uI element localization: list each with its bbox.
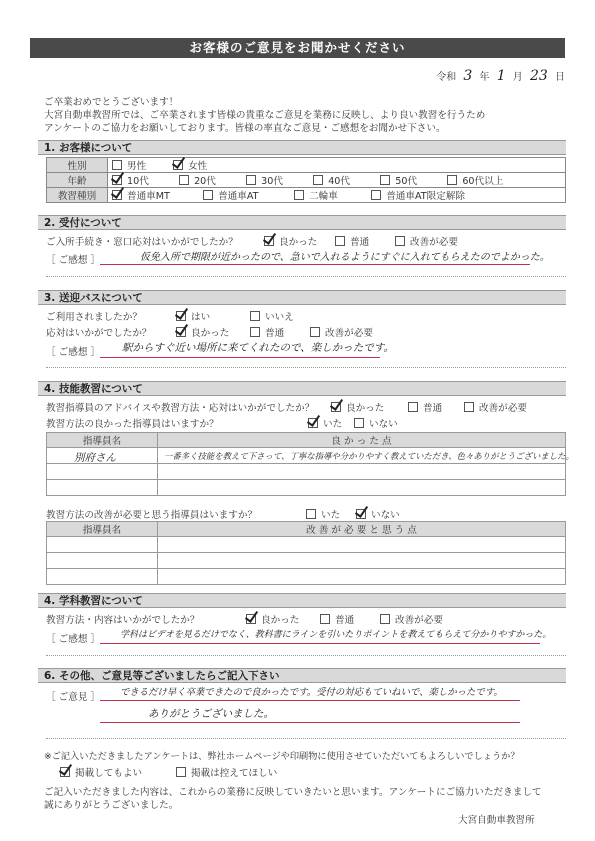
section-skill-header: 4. 技能教習について bbox=[38, 381, 566, 396]
bus-use-option[interactable]: はい bbox=[176, 309, 210, 323]
skill-improve-option[interactable]: いない bbox=[356, 507, 400, 521]
age-option[interactable]: 50代 bbox=[380, 173, 444, 187]
underline-mark bbox=[100, 643, 540, 644]
date-month-unit: 月 bbox=[512, 72, 523, 83]
checkbox-checked[interactable] bbox=[308, 418, 318, 428]
checkbox[interactable] bbox=[250, 327, 260, 337]
date-year: 3 bbox=[463, 68, 473, 84]
divider bbox=[46, 738, 566, 739]
checkbox[interactable] bbox=[380, 614, 390, 624]
table-cell[interactable] bbox=[158, 537, 566, 553]
other-comment-label: ［ ご意見 ］ bbox=[46, 692, 101, 703]
table-cell[interactable] bbox=[158, 464, 566, 480]
good-instructor-point: 一番多く技能を教えて下さって、丁寧な指導や分かりやすく教えていただき、色々ありがとうございました。 bbox=[164, 451, 574, 461]
bus-question-service: 応対はいかがでしたか？ bbox=[46, 328, 152, 339]
checkbox[interactable] bbox=[335, 236, 345, 246]
lecture-comment-label: ［ ご感想 ］ bbox=[46, 634, 101, 645]
checkbox-checked[interactable] bbox=[176, 327, 186, 337]
other-comment-line1: できるだけ早く卒業できたので良かったです。受付の対応もていねいで、楽しかったです。 bbox=[120, 687, 503, 698]
underline-mark bbox=[100, 357, 380, 358]
divider bbox=[46, 276, 566, 277]
skill-question-instructor: 教習指導員のアドバイスや教習方法・応対はいかがでしたか？ bbox=[46, 403, 315, 414]
checkbox[interactable] bbox=[380, 175, 390, 185]
intro-line: 大宮自動車教習所では、ご卒業されます皆様の貴重なご意見を業務に反映し、より良い教習を行うため bbox=[44, 110, 486, 121]
checkbox[interactable] bbox=[176, 767, 186, 777]
intro-text bbox=[44, 96, 564, 135]
reception-question: ご入所手続き・窓口応対はいかがでしたか？ bbox=[46, 237, 238, 248]
table-cell[interactable] bbox=[47, 480, 158, 496]
lecture-option[interactable]: 改善が必要 bbox=[380, 612, 443, 626]
table-cell[interactable] bbox=[158, 480, 566, 496]
checkbox[interactable] bbox=[179, 175, 189, 185]
age-option[interactable]: 40代 bbox=[313, 173, 377, 187]
checkbox-checked[interactable] bbox=[112, 190, 122, 200]
type-option[interactable]: 二輪車 bbox=[294, 188, 368, 202]
improve-table-point-head: 改 善 が 必 要 と 思 う 点 bbox=[158, 522, 566, 537]
bus-service-option[interactable]: 普通 bbox=[250, 325, 284, 339]
skill-good-option[interactable]: いない bbox=[354, 416, 398, 430]
table-cell[interactable] bbox=[47, 464, 158, 480]
bus-service-option[interactable]: 改善が必要 bbox=[310, 325, 373, 339]
section-other-header: 6. その他、ご意見等ございましたらご記入下さい bbox=[38, 668, 566, 683]
bus-comment-label: ［ ご感想 ］ bbox=[46, 347, 101, 358]
checkbox-checked[interactable] bbox=[246, 614, 256, 624]
section-customer-header: 1. お客様について bbox=[38, 140, 566, 155]
underline-mark bbox=[100, 700, 520, 701]
checkbox-checked[interactable] bbox=[264, 236, 274, 246]
closing-text bbox=[44, 786, 574, 812]
improve-instructor-table bbox=[46, 521, 566, 585]
consent-option[interactable]: 掲載は控えてほしい bbox=[176, 765, 277, 779]
closing-line: 誠にありがとうございました。 bbox=[44, 800, 179, 811]
underline-mark bbox=[100, 264, 530, 265]
checkbox[interactable] bbox=[250, 311, 260, 321]
gender-option[interactable]: 男性 bbox=[112, 158, 170, 172]
checkbox-checked[interactable] bbox=[331, 402, 341, 412]
checkbox[interactable] bbox=[306, 509, 316, 519]
checkbox[interactable] bbox=[320, 614, 330, 624]
skill-option[interactable]: 普通 bbox=[408, 400, 442, 414]
good-table-point-head: 良 か っ た 点 bbox=[158, 433, 566, 448]
consent-option[interactable]: 掲載してもよい bbox=[60, 765, 142, 779]
underline-mark bbox=[100, 722, 520, 723]
reception-option[interactable]: 改善が必要 bbox=[395, 234, 458, 248]
type-option[interactable]: 普通車AT bbox=[203, 188, 291, 202]
good-table-name-head: 指導員名 bbox=[47, 433, 158, 448]
age-option[interactable]: 20代 bbox=[179, 173, 243, 187]
checkbox[interactable] bbox=[371, 190, 381, 200]
lecture-comment: 学科はビデオを見るだけでなく、教科書にラインを引いたりポイントを教えてもらえて分かりやすかった。 bbox=[120, 630, 552, 640]
date-line bbox=[436, 68, 565, 84]
checkbox[interactable] bbox=[395, 236, 405, 246]
other-comment-line2: ありがとうございました。 bbox=[148, 708, 274, 720]
age-label: 年齢 bbox=[47, 173, 108, 188]
checkbox-checked[interactable] bbox=[176, 311, 186, 321]
age-options bbox=[108, 173, 566, 188]
checkbox[interactable] bbox=[246, 175, 256, 185]
checkbox[interactable] bbox=[203, 190, 213, 200]
date-era: 令和 bbox=[436, 72, 457, 83]
reception-option[interactable]: 良かった bbox=[264, 234, 317, 248]
age-option[interactable]: 10代 bbox=[112, 173, 176, 187]
bus-service-option[interactable]: 良かった bbox=[176, 325, 229, 339]
reception-comment-label: ［ ご感想 ］ bbox=[46, 255, 101, 266]
checkbox-checked[interactable] bbox=[112, 175, 122, 185]
reception-option[interactable]: 普通 bbox=[335, 234, 369, 248]
table-cell[interactable] bbox=[47, 537, 158, 553]
skill-question-good: 教習方法の良かった指導員はいますか？ bbox=[46, 419, 219, 430]
divider bbox=[46, 367, 566, 368]
intro-line: アンケートのご協力をお願いしております。皆様の率直なご意見・ご感想をお聞かせ下さい。 bbox=[44, 123, 446, 134]
divider bbox=[46, 655, 566, 656]
checkbox[interactable] bbox=[294, 190, 304, 200]
checkbox[interactable] bbox=[354, 418, 364, 428]
lecture-option[interactable]: 良かった bbox=[246, 612, 299, 626]
customer-table bbox=[46, 157, 566, 203]
age-option[interactable]: 60代以上 bbox=[447, 173, 503, 187]
improve-table-name-head: 指導員名 bbox=[47, 522, 158, 537]
skill-option[interactable]: 改善が必要 bbox=[464, 400, 527, 414]
table-cell[interactable] bbox=[47, 553, 158, 569]
type-label: 教習種別 bbox=[47, 188, 108, 203]
age-option[interactable]: 30代 bbox=[246, 173, 310, 187]
checkbox[interactable] bbox=[313, 175, 323, 185]
date-day-unit: 日 bbox=[555, 72, 565, 83]
skill-option[interactable]: 良かった bbox=[331, 400, 384, 414]
skill-improve-option[interactable]: いた bbox=[306, 507, 340, 521]
section-bus-header: 3. 送迎バスについて bbox=[38, 290, 566, 305]
school-name: 大宮自動車教習所 bbox=[458, 815, 535, 826]
checkbox[interactable] bbox=[112, 160, 122, 170]
table-cell[interactable] bbox=[158, 553, 566, 569]
good-instructor-table bbox=[46, 432, 566, 496]
checkbox-checked[interactable] bbox=[60, 767, 70, 777]
gender-label: 性別 bbox=[47, 158, 108, 173]
closing-line: ご記入いただきました内容は、これからの業務に反映していきたいと思います。アンケートにご協力いただきまして bbox=[44, 787, 542, 798]
type-option[interactable]: 普通車MT bbox=[112, 188, 200, 202]
checkbox[interactable] bbox=[447, 175, 457, 185]
good-instructor-name: 別府さん bbox=[74, 452, 116, 464]
checkbox[interactable] bbox=[408, 402, 418, 412]
date-month: 1 bbox=[496, 68, 506, 84]
skill-good-option[interactable]: いた bbox=[308, 416, 342, 430]
reception-comment: 仮免入所で期限が近かったので、急いで入れるようにすぐに入れてもらえたのでよかった。 bbox=[140, 252, 550, 263]
type-options bbox=[108, 188, 566, 203]
gender-options bbox=[108, 158, 566, 173]
gender-option[interactable]: 女性 bbox=[173, 158, 231, 172]
lecture-question: 教習方法・内容はいかがでしたか？ bbox=[46, 615, 200, 626]
type-option[interactable]: 普通車AT限定解除 bbox=[371, 188, 465, 202]
date-year-unit: 年 bbox=[479, 72, 490, 83]
bus-comment: 駅からすぐ近い場所に来てくれたので、楽しかったです。 bbox=[122, 342, 394, 354]
intro-line: ご卒業おめでとうございます！ bbox=[44, 97, 179, 108]
checkbox-checked[interactable] bbox=[173, 160, 183, 170]
consent-question: ※ご記入いただきましたアンケートは、弊社ホームページや印刷物に使用させていただいてもよろしいでしょうか？ bbox=[44, 751, 520, 762]
section-reception-header: 2. 受付について bbox=[38, 215, 566, 230]
table-cell[interactable] bbox=[47, 569, 158, 585]
checkbox-checked[interactable] bbox=[356, 509, 366, 519]
skill-question-improve: 教習方法の改善が必要と思う指導員はいますか？ bbox=[46, 510, 258, 521]
date-day: 23 bbox=[529, 68, 548, 84]
lecture-option[interactable]: 普通 bbox=[320, 612, 354, 626]
bus-question-use: ご利用されましたか？ bbox=[46, 312, 142, 323]
bus-use-option[interactable]: いいえ bbox=[250, 309, 294, 323]
checkbox[interactable] bbox=[310, 327, 320, 337]
section-lecture-header: 4. 学科教習について bbox=[38, 593, 566, 608]
page-title: お客様のご意見をお聞かせください bbox=[30, 38, 565, 58]
table-cell[interactable] bbox=[158, 569, 566, 585]
checkbox[interactable] bbox=[464, 402, 474, 412]
